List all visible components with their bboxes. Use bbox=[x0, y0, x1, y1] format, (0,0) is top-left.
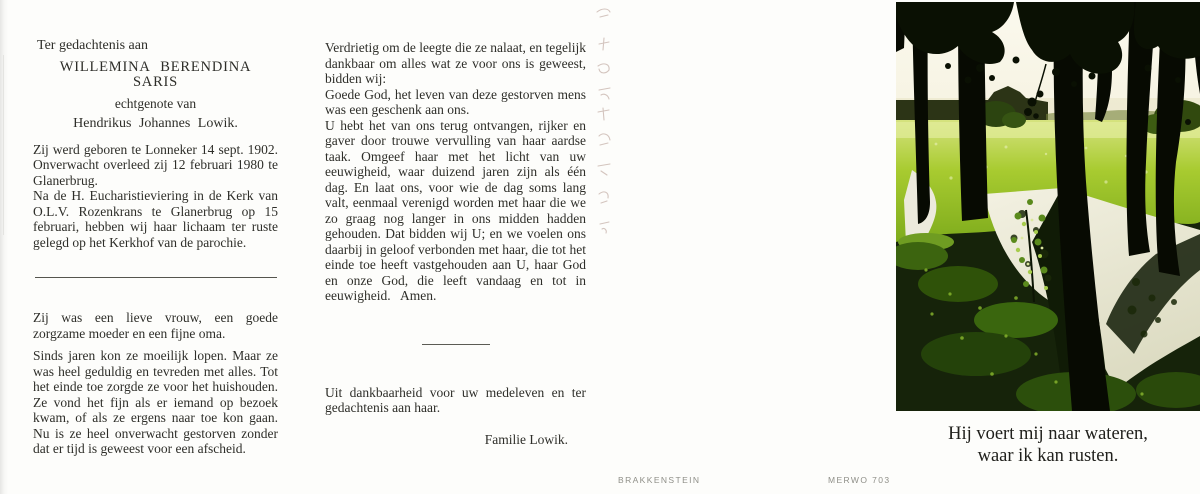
prayer-body: U hebt het van ons terug ontvangen, rijker en gaver door trouwe vervulling van haar aardse taak. Omgeef haar met het licht van uw eeuwigheid, waar duizend jaren zijn als één dag. En laat ons, voor wie de dag soms lang valt, eenmaal verenigd worden met haar die we zo graag nog langer in ons midden hadden gehouden. Dat bidden wij U; en we voelen ons daarbij in geloof verbonden met haar, die tot het einde toe heeft vastgehouden aan U, haar God en onze God, die leeft vandaag en tot in eeuwigheid. Amen. bbox=[325, 117, 586, 303]
thanks-paragraph: Uit dankbaarheid voor uw medeleven en ter gedachtenis aan haar. bbox=[325, 384, 586, 415]
relation-line: echtgenote van bbox=[114, 95, 197, 111]
landscape-photo-graphic bbox=[896, 2, 1200, 411]
deceased-name: WILLEMINA BERENDINA SARIS bbox=[59, 58, 252, 90]
spouse-name: Hendrikus Johannes Lowik. bbox=[73, 116, 238, 131]
tribute-paragraph-1: Zij was een lieve vrouw, een goede zorgzame moeder en een fijne oma. bbox=[33, 310, 278, 341]
scan-edge-line bbox=[3, 55, 4, 235]
biography-paragraph: Zij werd geboren te Lonneker 14 sept. 1902. Onverwacht overleed zij 12 februari 1980 te Glanerbrug. bbox=[33, 141, 278, 188]
middle-panel-divider bbox=[422, 344, 490, 345]
scan-edge-shadow bbox=[0, 0, 8, 494]
print-code: MERWO 703 bbox=[828, 475, 891, 485]
caption-line-1: Hij voert mij naar wateren, bbox=[948, 424, 1148, 444]
landscape-photo bbox=[896, 2, 1200, 411]
printer-credit: BRAKKENSTEIN bbox=[618, 475, 701, 485]
tribute-paragraph-2: Sinds jaren kon ze moeilijk lopen. Maar ze was heel geduldig en tevreden met alles. Tot het einde toe zorgde ze voor het huishouden. Ze vond het fijn als er iemand op bezoek kwam, of als ze ergens naar toe kon gaan. Nu is ze heel onverwacht gestorven zonder dat er tijd is geweest voor een afscheid. bbox=[33, 348, 278, 456]
prayer-intro: Verdrietig om de leegte die ze nalaat, en tegelijk dankbaar om alles wat ze voor ons is geweest, bidden wij: bbox=[325, 40, 586, 86]
left-panel-divider bbox=[35, 277, 277, 278]
caption-line-2: waar ik kan rusten. bbox=[977, 446, 1119, 466]
fold-scan-marks bbox=[594, 4, 616, 240]
left-panel bbox=[33, 38, 278, 457]
middle-panel bbox=[325, 40, 586, 447]
prayer-address: Goede God, het leven van deze gestorven mens was een geschenk aan ons. bbox=[325, 86, 586, 117]
funeral-paragraph: Na de H. Eucharistieviering in de Kerk van O.L.V. Rozenkrans te Glanerbrug op 15 februari, hebben wij haar lichaam ter ruste gelegd op het Kerkhof van de parochie. bbox=[33, 188, 278, 250]
dedication-line: Ter gedachtenis aan bbox=[37, 38, 148, 53]
family-signature: Familie Lowik. bbox=[484, 431, 568, 447]
photo-caption bbox=[900, 423, 1196, 467]
